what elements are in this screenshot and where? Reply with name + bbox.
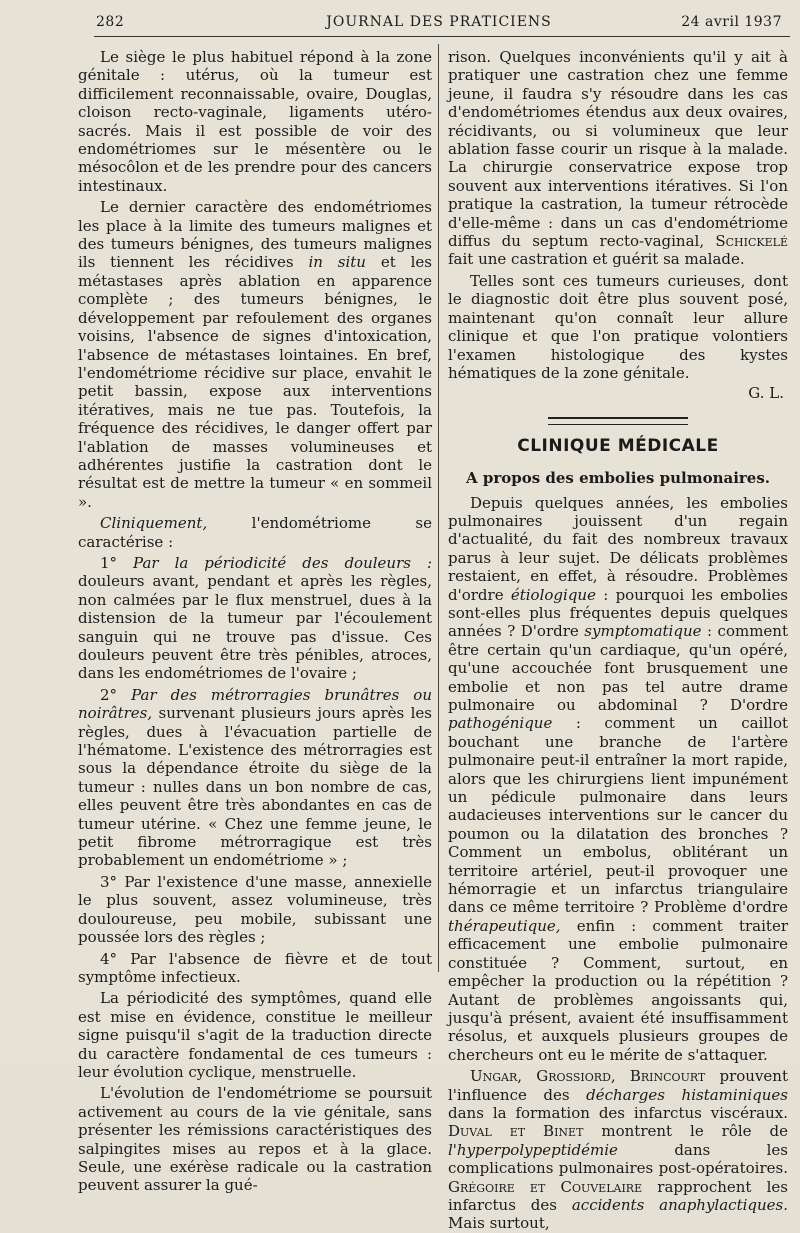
list-item: 4° Par l'absence de fièvre et de tout symptôme infectieux. [78, 949, 432, 986]
article-title: A propos des embolies pulmonaires. [465, 469, 771, 488]
header-rule [94, 36, 790, 37]
author-signature: G. L. [748, 384, 784, 403]
list-item: 3° Par l'existence d'une masse, annexielle le plus souvent, assez volumineuse, très douloureuse, peu mobile, subissant une poussée lors des règles ; [78, 872, 432, 947]
left-column [78, 48, 432, 1195]
paragraph: Telles sont ces tumeurs curieuses, dont le diagnostic doit être plus souvent posé, maintenant qu'on connaît leur allure clinique et que l'on pratique volontiers l'examen histologique des kystes hématiques de la zone génitale. [448, 271, 788, 382]
paragraph: Le siège le plus habituel répond à la zone génitale : utérus, où la tumeur est difficilement reconnaissable, ovaire, Douglas, cloison recto-vaginale, ligaments utéro-sacrés. Mais il est possible de voir des endométriomes sur le mésentère ou le mésocôlon et de les prendre pour des cancers intestinaux. [78, 48, 432, 195]
paragraph: rison. Quelques inconvénients qu'il y ait à pratiquer une castration chez une femme jeune, il faudra s'y résoudre dans les cas d'endométriomes étendus aux deux ovaires, récidivants, ou si volumineux que leur ablation fasse courir un risque à la malade. La chirurgie conservatrice expose trop souvent aux interventions itératives. Si l'on pratique la castration, la tumeur rétrocède d'elle-même : dans un cas d'endométriome diffus du septum recto-vaginal, Schickelé fait une castration et guérit sa malade. [448, 48, 788, 269]
list-item: 2° Par des métrorragies brunâtres ou noirâtres, survenant plusieurs jours après les règles, dues à l'évacuation partielle de l'hématome. L'existence des métrorragies est sous la dépendance étroite du siège de la tumeur : nulles dans un bon nombre de cas, elles peuvent être très abondantes en cas de tumeur utérine. « Chez une femme jeune, le petit fibrome métrorragique est très probablement un endométriome » ; [78, 685, 432, 870]
page-header [96, 12, 782, 34]
right-column [448, 48, 788, 1233]
list-item: 1° Par la périodicité des douleurs : douleurs avant, pendant et après les règles, non calmées par le flux menstruel, dues à la distension de la tumeur par l'écoulement sanguin qui ne trouve pas d'issue. Ces douleurs peuvent être très pénibles, atroces, dans les endométriomes de l'ovaire ; [78, 553, 432, 683]
paragraph: Ungar, Grossiord, Brincourt prouvent l'influence des décharges histaminiques dans la formation des infarctus viscéraux. Duval et Binet montrent le rôle de l'hyperpolypeptidémie dans les complications pulmonaires post-opératoires. Grégoire et Couvelaire rapprochent les infarctus des accidents anaphylactiques. Mais surtout, [448, 1067, 789, 1233]
section-title: CLINIQUE MÉDICALE [517, 435, 719, 456]
paragraph: L'évolution de l'endométriome se poursuit activement au cours de la vie génitale, sans présenter les rémissions caractéristiques des salpingites mises au repos et à la glace. Seule, une exérèse radicale ou la castration peuvent assurer la gué- [78, 1084, 432, 1195]
section-rule [548, 417, 688, 425]
paragraph: Depuis quelques années, les embolies pulmonaires jouissent d'un regain d'actualité, du fait des nombreux travaux parus à leur sujet. De délicats problèmes restaient, en effet, à résoudre. Problèmes d'ordre étiologique : pourquoi les embolies sont-elles plus fréquentes depuis quelques années ? D'ordre symptomatique : comment être certain qu'un cardiaque, qu'un opéré, qu'une accouchée font brusquement une embolie et non pas tel autre drame pulmonaire ou abdominal ? D'ordre pathogénique : comment un caillot bouchant une branche de l'artère pulmonaire peut-il entraîner la mort rapide, alors que les chirurgiens lient impunément un pédicule pulmonaire dans leurs audacieuses interventions sur le cancer du poumon ou la dilatation des bronches ? Comment un embolus, oblitérant un territoire artériel, peut-il provoquer une hémorragie et un infarctus triangulaire dans ce même territoire ? Problème d'ordre thérapeutique, enfin : comment traiter efficacement une embolie pulmonaire constituée ? Comment, surtout, en empêcher la production ou la répétition ? Autant de problèmes angoissants qui, jusqu'à présent, avaient été insuffisamment résolus, et auxquels plusieurs groupes de chercheurs ont eu le mérite de s'attaquer. [448, 493, 788, 1064]
journal-title: JOURNAL DES PRATICIENS [326, 14, 552, 30]
page-number: 282 [96, 14, 125, 30]
issue-date: 24 avril 1937 [681, 14, 782, 30]
column-divider [438, 44, 439, 972]
paragraph: La périodicité des symptômes, quand elle est mise en évidence, constitue le meilleur signe puisqu'il s'agit de la traduction directe du caractère fondamental de ces tumeurs : leur évolution cyclique, menstruelle. [78, 989, 432, 1081]
paragraph: Cliniquement, l'endométriome se caractérise : [78, 514, 432, 551]
paragraph: Le dernier caractère des endométriomes les place à la limite des tumeurs malignes et des tumeurs bénignes, des tumeurs malignes ils tiennent les récidives in situ et les métastases après ablation en apparence complète ; des tumeurs bénignes, le développement par refoulement des organes voisins, l'absence de signes d'intoxication, l'absence de métastases lointaines. En bref, l'endométriome récidive sur place, envahit le petit bassin, expose aux interventions itératives, mais ne tue pas. Toutefois, la fréquence des récidives, le danger offert par l'ablation de masses volumineuses et adhérentes justifie la castration dont le résultat est de mettre la tumeur « en sommeil ». [78, 198, 432, 511]
